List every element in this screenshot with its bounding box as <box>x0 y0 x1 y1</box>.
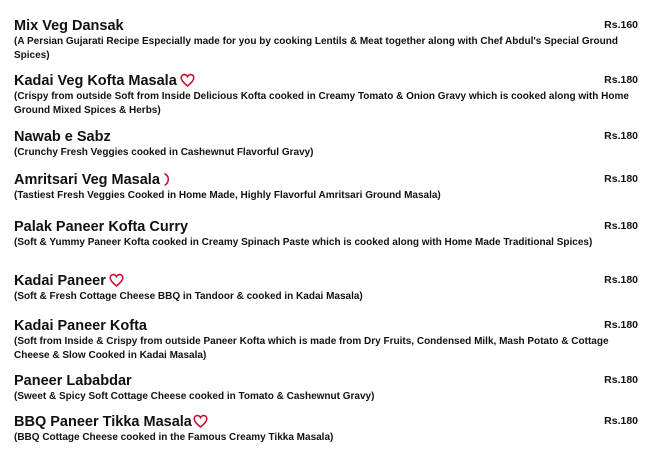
menu-item-kadai-paneer <box>14 272 638 304</box>
item-price: Rs.180 <box>604 220 638 232</box>
item-description: (BBQ Cottage Cheese cooked in the Famous Creamy Tikka Masala) <box>14 432 334 443</box>
menu-item-bbq-paneer-tikka-masala <box>14 413 638 445</box>
item-price: Rs.160 <box>604 19 638 31</box>
item-name: Mix Veg Dansak <box>14 18 124 34</box>
menu-item-kadai-veg-kofta-masala <box>14 72 638 117</box>
menu-item-palak-paneer-kofta-curry <box>14 218 638 250</box>
heart-icon <box>193 414 208 429</box>
item-description: (Soft & Fresh Cottage Cheese BBQ in Tandoor & cooked in Kadai Masala) <box>14 291 363 302</box>
item-price: Rs.180 <box>604 173 638 185</box>
menu-item-nawab-e-sabz <box>14 128 638 160</box>
item-name: Kadai Paneer Kofta <box>14 318 147 334</box>
item-name: Kadai Paneer <box>14 273 106 289</box>
item-price: Rs.180 <box>604 274 638 286</box>
item-price: Rs.180 <box>604 319 638 331</box>
menu-item-mix-veg-dansak <box>14 17 638 62</box>
item-description: (Soft from Inside & Crispy from outside Paneer Kofta which is made from Dry Fruits, Condensed Milk, Mash Potato & Cottage Cheese & Slow Cooked in Kadai Masala) <box>14 336 609 361</box>
item-description: (Crunchy Fresh Veggies cooked in Cashewnut Flavorful Gravy) <box>14 147 314 158</box>
item-price: Rs.180 <box>604 130 638 142</box>
item-name: Palak Paneer Kofta Curry <box>14 219 189 235</box>
partial-heart-icon <box>163 172 171 187</box>
item-description: (Soft & Yummy Paneer Kofta cooked in Creamy Spinach Paste which is cooked along with Home Made Traditional Spices) <box>14 237 593 248</box>
item-description: (A Persian Gujarati Recipe Especially made for you by cooking Lentils & Meat together along with Chef Abdul's Special Ground Spices) <box>14 36 618 61</box>
item-price: Rs.180 <box>604 374 638 386</box>
item-name: Amritsari Veg Masala <box>14 172 160 188</box>
item-price: Rs.180 <box>604 74 638 86</box>
item-name: Kadai Veg Kofta Masala <box>14 73 177 89</box>
heart-icon <box>180 73 195 88</box>
item-name: Nawab e Sabz <box>14 129 111 145</box>
item-description: (Sweet & Spicy Soft Cottage Cheese cooked in Tomato & Cashewnut Gravy) <box>14 391 375 402</box>
item-name: BBQ Paneer Tikka Masala <box>14 414 192 430</box>
menu-item-paneer-lababdar <box>14 372 638 404</box>
heart-icon <box>109 273 124 288</box>
menu-item-amritsari-veg-masala <box>14 171 638 203</box>
menu-item-kadai-paneer-kofta <box>14 317 638 362</box>
item-name: Paneer Lababdar <box>14 373 132 389</box>
item-price: Rs.180 <box>604 415 638 427</box>
item-description: (Tastiest Fresh Veggies Cooked in Home Made, Highly Flavorful Amritsari Ground Masala) <box>14 190 441 201</box>
item-description: (Crispy from outside Soft from Inside Delicious Kofta cooked in Creamy Tomato & Onion Gravy which is cooked along with Home Ground Mixed Spices & Herbs) <box>14 91 629 116</box>
